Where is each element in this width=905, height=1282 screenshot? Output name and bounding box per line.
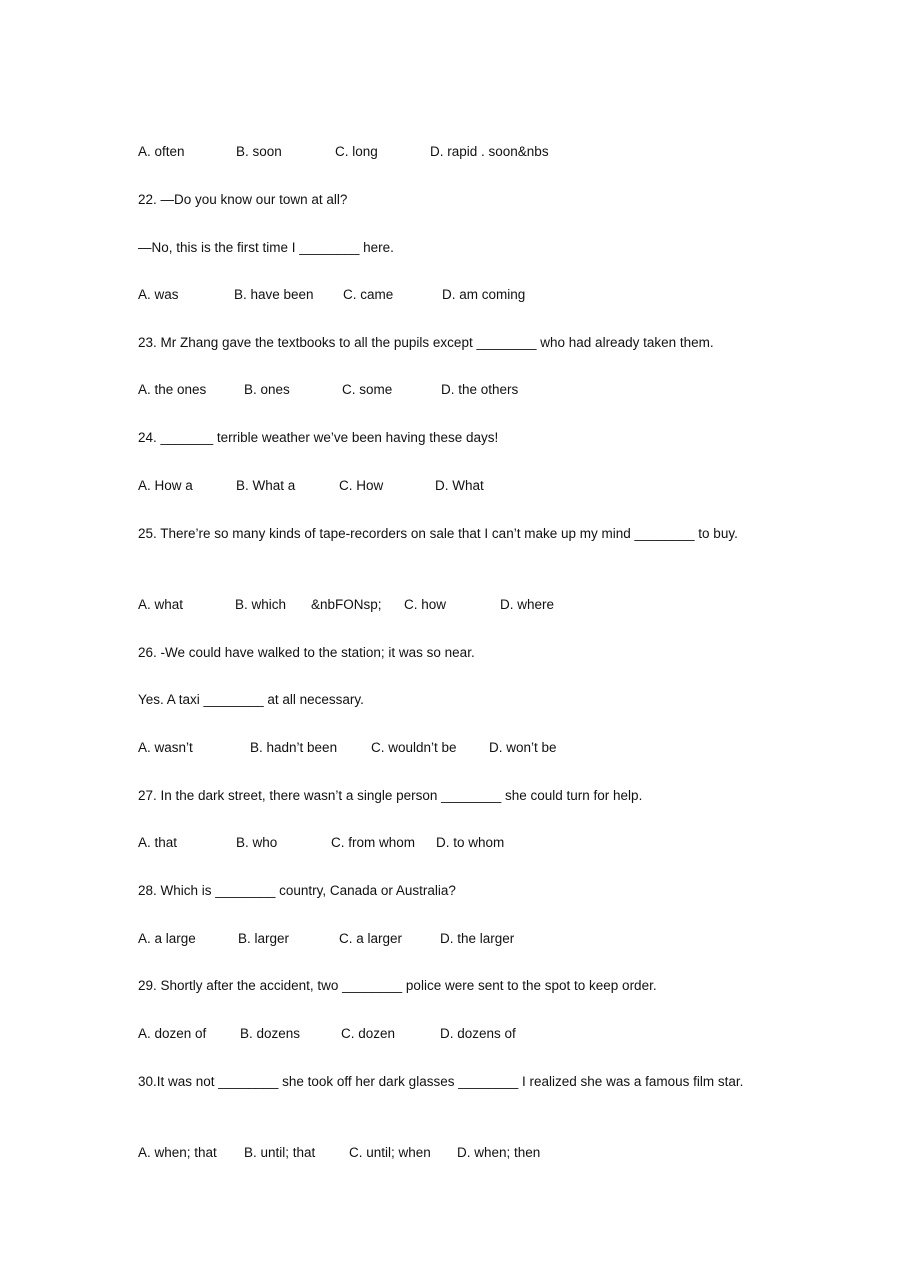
option-b: B. dozens [240, 1026, 301, 1041]
option-c: C. how [404, 597, 447, 612]
option-d: D. dozens of [440, 1026, 516, 1041]
option-d: D. the others [441, 382, 519, 397]
option-a: A. often [138, 144, 185, 159]
option-a: A. How a [138, 478, 193, 493]
option-c: C. wouldn’t be [371, 740, 457, 755]
q27-question: 27. In the dark street, there wasn’t a single person ________ she could turn for help. [138, 788, 643, 803]
q30-question: 30.It was not ________ she took off her dark glasses ________ I realized she was a famous film star. [138, 1074, 744, 1089]
option-c: C. some [342, 382, 393, 397]
option-b: B. What a [236, 478, 296, 493]
q26-question: 26. -We could have walked to the station; it was so near. [138, 645, 475, 660]
option-b: B. which [235, 597, 287, 612]
q28-question: 28. Which is ________ country, Canada or Australia? [138, 883, 456, 898]
option-d: D. to whom [436, 835, 505, 850]
option-b: B. soon [236, 144, 282, 159]
option-c: C. dozen [341, 1026, 396, 1041]
option-d: D. am coming [442, 287, 526, 302]
option-a: A. that [138, 835, 178, 850]
option-c: C. from whom [331, 835, 416, 850]
option-c: C. How [339, 478, 384, 493]
q23-question: 23. Mr Zhang gave the textbooks to all the pupils except ________ who had already taken them. [138, 335, 714, 350]
option-b: B. hadn’t been [250, 740, 338, 755]
option-d: D. where [500, 597, 555, 612]
option-a: A. wasn’t [138, 740, 193, 755]
option-b: B. ones [244, 382, 290, 397]
option-c: C. came [343, 287, 394, 302]
option-a: A. when; that [138, 1145, 217, 1160]
option-d: D. What [435, 478, 484, 493]
option-c: C. a larger [339, 931, 403, 946]
option-d: D. rapid . soon&nbs [430, 144, 549, 159]
q29-question: 29. Shortly after the accident, two ________ police were sent to the spot to keep order. [138, 978, 657, 993]
option-d: D. won’t be [489, 740, 557, 755]
q22-question: 22. —Do you know our town at all? [138, 192, 348, 207]
option-a: A. was [138, 287, 179, 302]
option-a: A. a large [138, 931, 196, 946]
q25-question: 25. There’re so many kinds of tape-recorders on sale that I can’t make up my mind ________ to buy. [138, 526, 738, 541]
option-a: A. the ones [138, 382, 207, 397]
option-b: B. until; that [244, 1145, 316, 1160]
option-a: A. dozen of [138, 1026, 207, 1041]
q26-reply: Yes. A taxi ________ at all necessary. [138, 692, 364, 707]
option-b: B. who [236, 835, 278, 850]
option-b: B. have been [234, 287, 314, 302]
q24-question: 24. _______ terrible weather we’ve been having these days! [138, 430, 499, 445]
stray-entity-text: &nbFONsp; [311, 597, 382, 612]
option-a: A. what [138, 597, 184, 612]
option-c: C. long [335, 144, 378, 159]
option-d: D. when; then [457, 1145, 541, 1160]
q22-reply: —No, this is the first time I ________ here. [138, 240, 394, 255]
option-b: B. larger [238, 931, 290, 946]
option-c: C. until; when [349, 1145, 431, 1160]
option-d: D. the larger [440, 931, 515, 946]
